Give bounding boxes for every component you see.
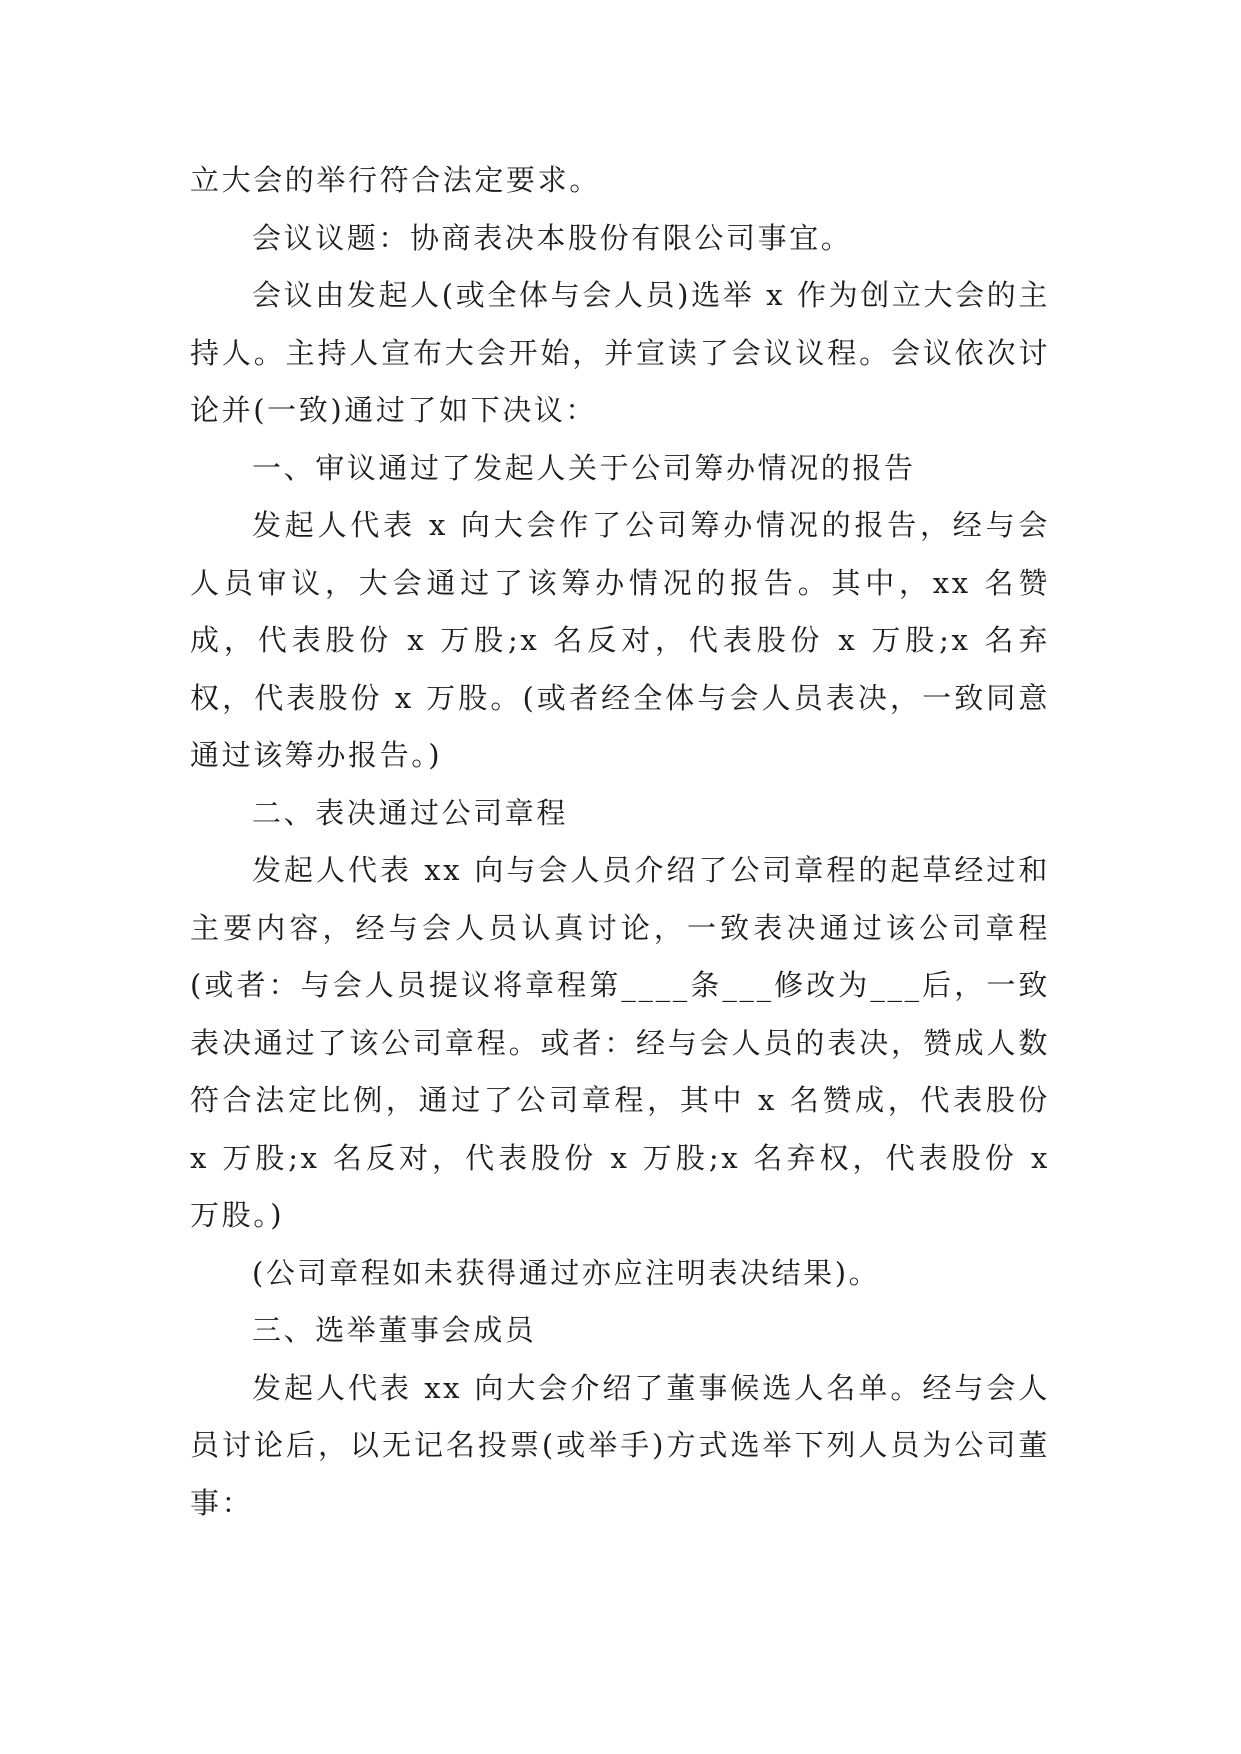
paragraph-3: 会议由发起人(或全体与会人员)选举 x 作为创立大会的主持人。主持人宣布大会开始，并宣读了会议议程。会议依次讨论并(一致)通过了如下决议： xyxy=(190,278,1050,427)
section-heading-2: 二、表决通过公司章程 xyxy=(252,795,569,830)
paragraph-7: 发起人代表 xx 向大会介绍了董事候选人名单。经与会人员讨论后，以无记名投票(或举手)方式选举下列人员为公司董事： xyxy=(190,1370,1050,1520)
paragraph-2: 会议议题：协商表决本股份有限公司事宜。 xyxy=(252,220,853,255)
document-body xyxy=(190,152,1050,1532)
paragraph-4: 发起人代表 x 向大会作了公司筹办情况的报告，经与会人员审议，大会通过了该筹办情况的报告。其中，xx 名赞成，代表股份 x 万股;x 名反对，代表股份 x 万股;x 名弃权，代表股份 x 万股。(或者经全体与会人员表决，一致同意通过该筹办报告。) xyxy=(190,508,1050,772)
section-heading-3: 三、选举董事会成员 xyxy=(252,1313,537,1347)
paragraph-6: (公司章程如未获得通过亦应注明表决结果)。 xyxy=(252,1255,881,1290)
section-heading-1: 一、审议通过了发起人关于公司筹办情况的报告 xyxy=(252,450,916,485)
paragraph-1: 立大会的举行符合法定要求。 xyxy=(190,163,601,197)
paragraph-5: 发起人代表 xx 向与会人员介绍了公司章程的起草经过和主要内容，经与会人员认真讨论，一致表决通过该公司章程(或者：与会人员提议将章程第____条___修改为___后，一致表决通过了该公司章程。或者：经与会人员的表决，赞成人数符合法定比例，通过了公司章程，其中 x 名赞成，代表股份 x 万股;x 名反对，代表股份 x 万股;x 名弃权，代表股份 x 万股。) xyxy=(190,853,1050,1232)
